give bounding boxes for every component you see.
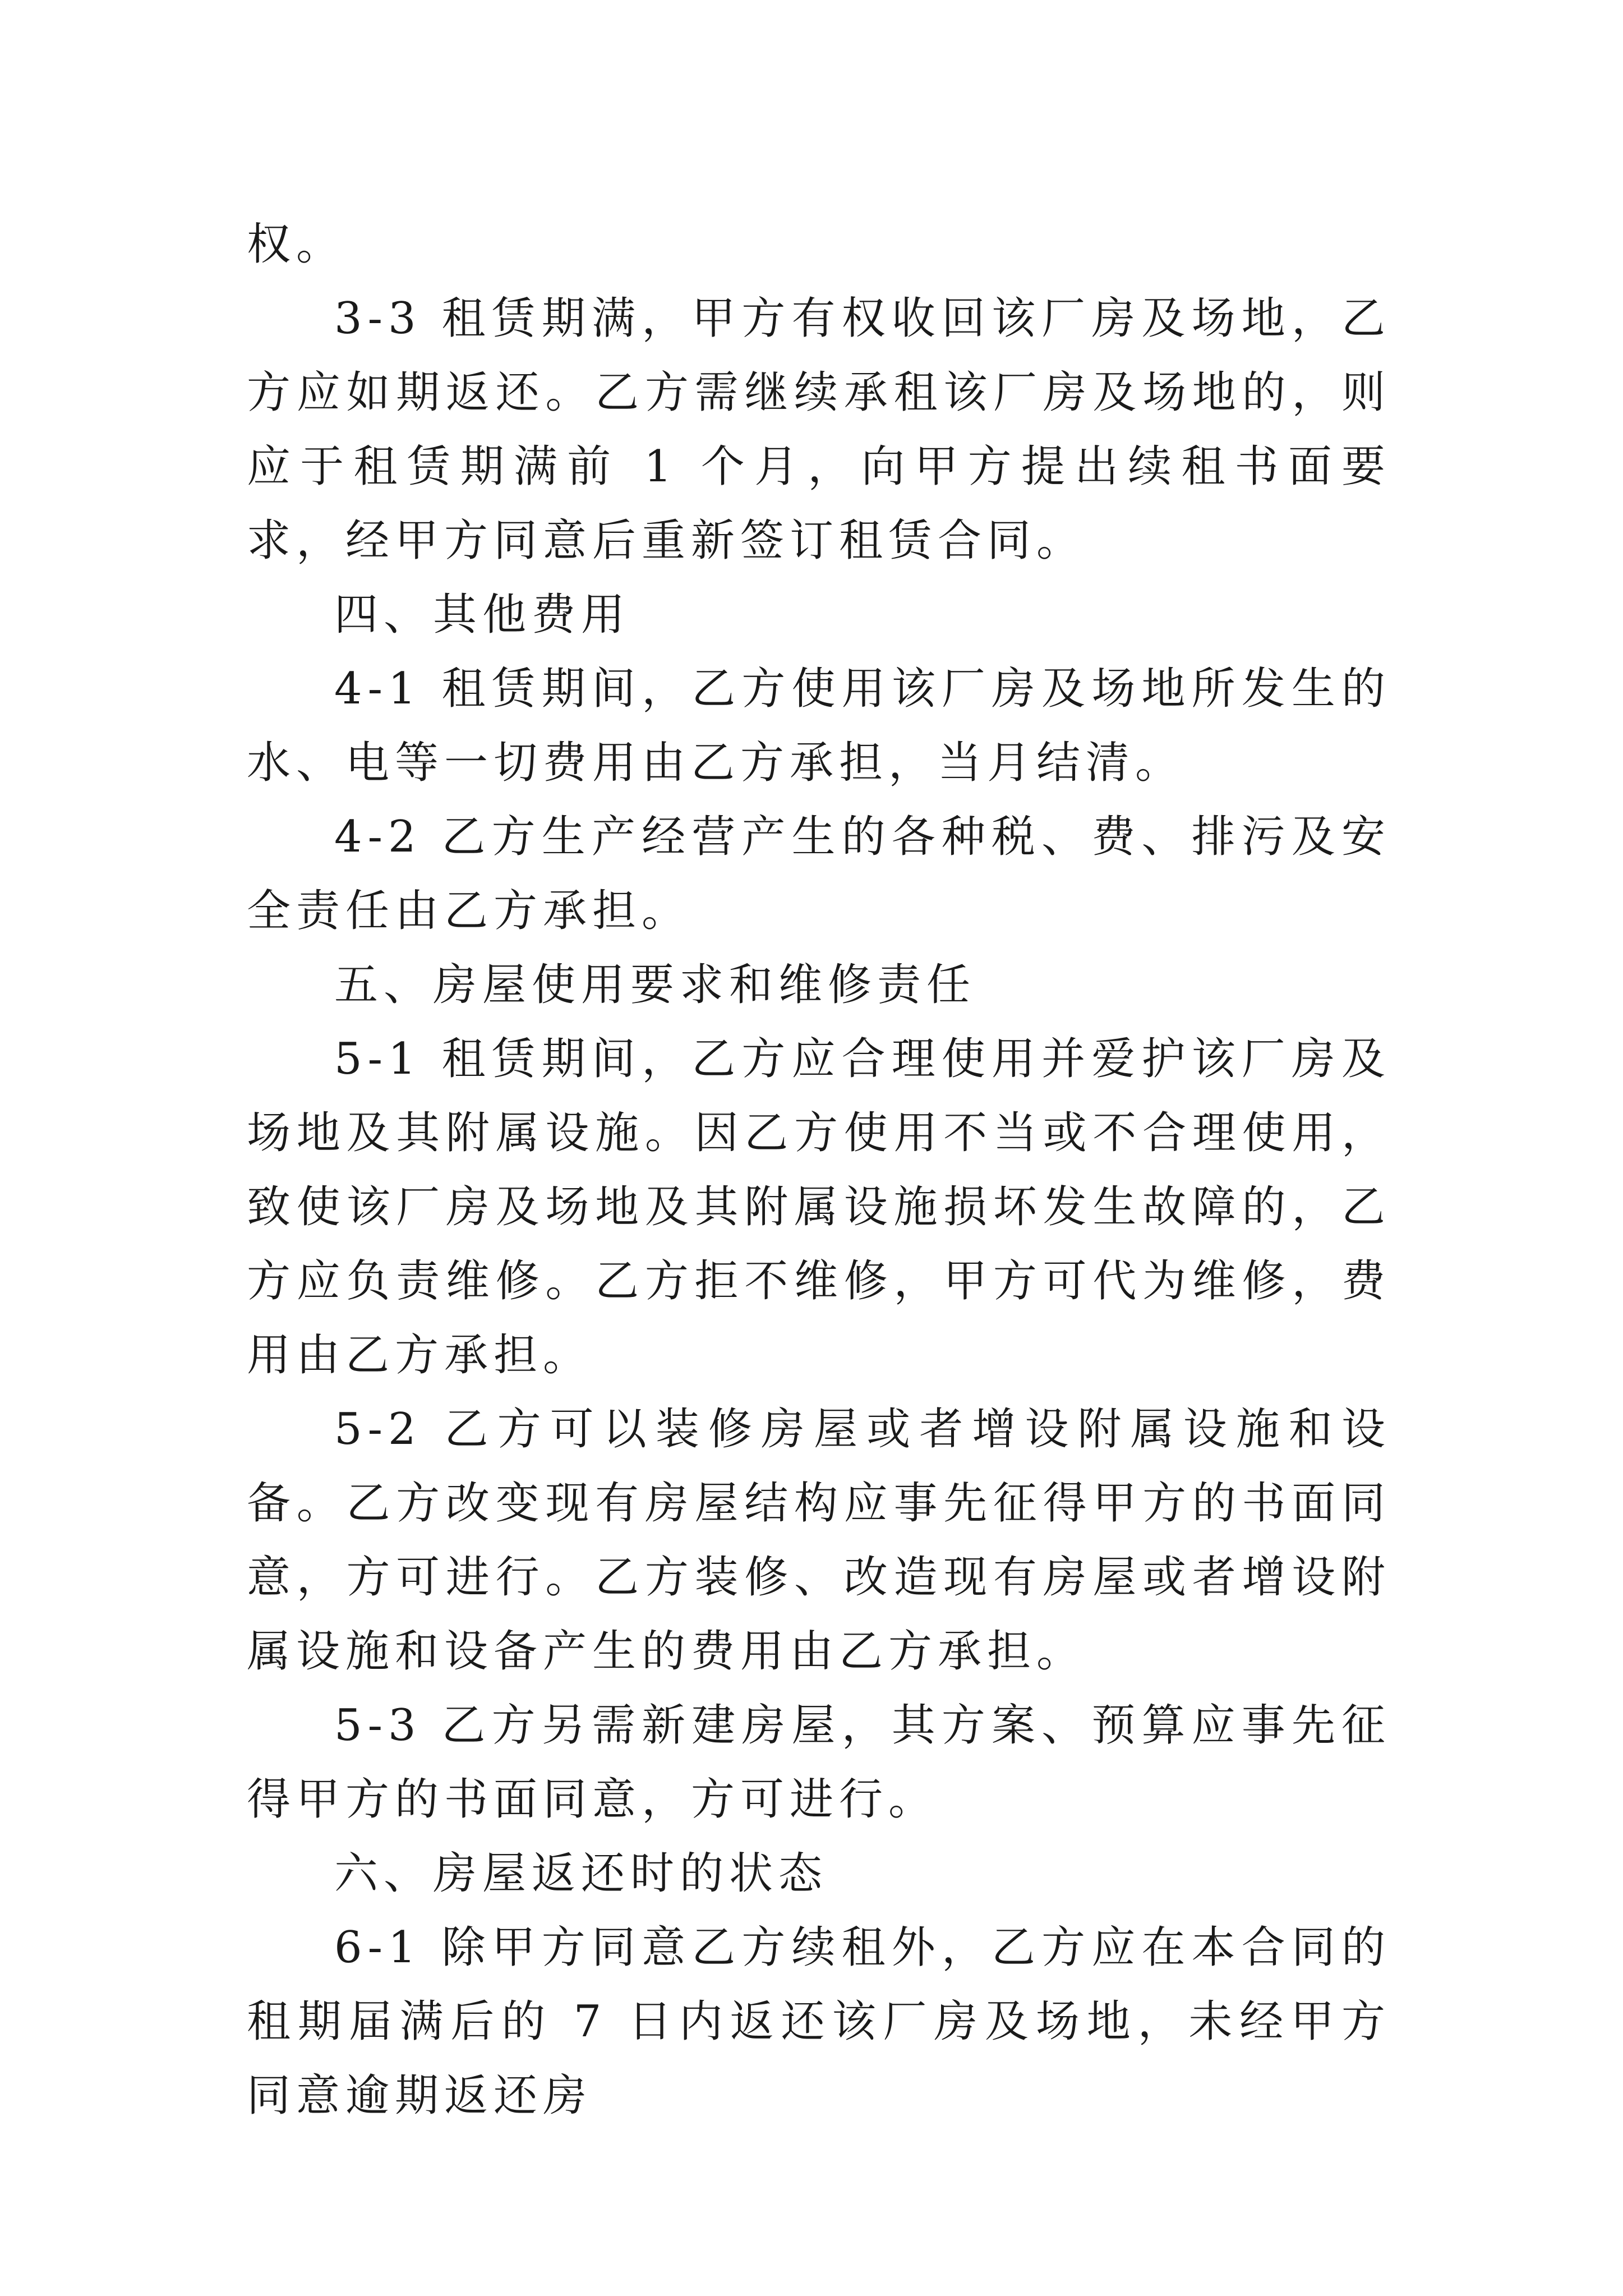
clause-5-1: 5-1 租赁期间，乙方应合理使用并爱护该厂房及场地及其附属设施。因乙方使用不当或不合理使用，致使该厂房及场地及其附属设施损坏发生故障的，乙方应负责维修。乙方拒不维修，甲方可代为维修，费用由乙方承担。 [247, 1034, 1391, 1381]
document-body [247, 208, 1391, 2133]
clause-3-3: 3-3 租赁期满，甲方有权收回该厂房及场地，乙方应如期返还。乙方需继续承租该厂房及场地的，则应于租赁期满前 1 个月，向甲方提出续租书面要求，经甲方同意后重新签订租赁合同。 [247, 293, 1391, 566]
clause-4-1: 4-1 租赁期间，乙方使用该厂房及场地所发生的水、电等一切费用由乙方承担，当月结清。 [247, 664, 1391, 788]
clause-5-3: 5-3 乙方另需新建房屋，其方案、预算应事先征得甲方的书面同意，方可进行。 [247, 1700, 1391, 1825]
clause-6-1: 6-1 除甲方同意乙方续租外，乙方应在本合同的租期届满后的 7 日内返还该厂房及场地，未经甲方同意逾期返还房 [247, 1922, 1391, 2121]
paragraph-continuation: 权。 [247, 219, 346, 270]
clause-4-2: 4-2 乙方生产经营产生的各种税、费、排污及安全责任由乙方承担。 [247, 812, 1391, 936]
section-heading-4: 四、其他费用 [334, 590, 631, 640]
section-heading-6: 六、房屋返还时的状态 [334, 1848, 828, 1899]
section-heading-5: 五、房屋使用要求和维修责任 [334, 960, 976, 1010]
clause-5-2: 5-2 乙方可以装修房屋或者增设附属设施和设备。乙方改变现有房屋结构应事先征得甲方的书面同意，方可进行。乙方装修、改造现有房屋或者增设附属设施和设备产生的费用由乙方承担。 [247, 1404, 1391, 1677]
